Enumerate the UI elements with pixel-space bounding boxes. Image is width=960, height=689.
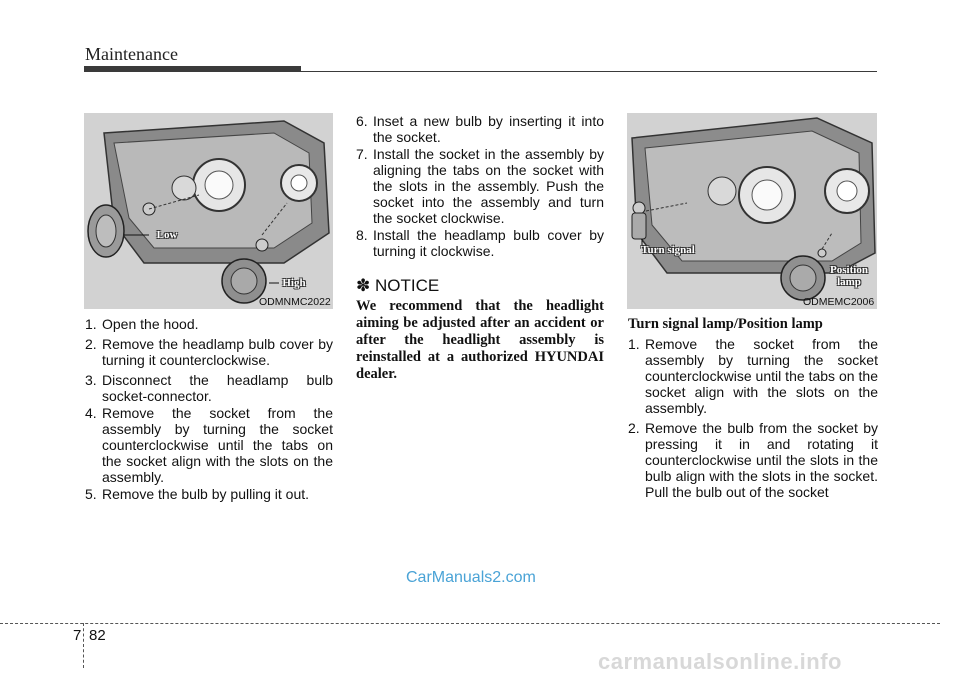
footer-divider [0, 623, 940, 624]
list-item [85, 405, 333, 485]
step-text: Disconnect the headlamp bulb socket-connector. [102, 372, 333, 404]
step-text: Remove the bulb by pulling it out. [102, 486, 310, 502]
notice-asterisk-icon: ✽ [356, 276, 371, 295]
label-position-lamp: Position lamp [830, 264, 868, 288]
figure-code: ODMNMC2022 [259, 296, 331, 308]
list-item [356, 227, 604, 259]
turn-signal-heading: Turn signal lamp/Position lamp [628, 316, 823, 332]
headlamp-bulb-figure [84, 113, 333, 309]
step-number: 4. [85, 405, 97, 421]
page-number: 82 [89, 627, 106, 644]
notice-body: We recommend that the headlight aiming be adjusted after an accident or after the headlight assembly is reinstalled at a authorized HYUNDAI dealer. [356, 298, 604, 382]
step-text: Remove the headlamp bulb cover by turning it counterclockwise. [102, 336, 333, 368]
step-number: 3. [85, 372, 97, 388]
step-text: Open the hood. [102, 316, 199, 332]
list-item [628, 420, 878, 500]
label-turn-signal: Turn signal [641, 244, 695, 256]
watermark-link[interactable]: CarManuals2.com [406, 569, 536, 586]
header-rule [84, 71, 877, 72]
list-item [85, 316, 333, 332]
label-high: High [282, 277, 306, 289]
step-number: 7. [356, 146, 368, 162]
step-text: Remove the socket from the assembly by turning the socket counterclockwise until the tabs on the socket align with the slots on the assembly. [645, 336, 878, 416]
step-number: 1. [628, 336, 640, 352]
notice-heading [356, 276, 439, 296]
step-number: 1. [85, 316, 97, 332]
figure-code: ODMEMC2006 [803, 296, 875, 308]
step-text: Install the headlamp bulb cover by turning it clockwise. [373, 227, 604, 259]
step-number: 8. [356, 227, 368, 243]
step-text: Inset a new bulb by inserting it into the socket. [373, 113, 604, 145]
list-item [356, 146, 604, 226]
step-text: Install the socket in the assembly by aligning the tabs on the socket with the slots in the assembly. Push the socket into the assembly and turn the socket clockwise. [373, 146, 604, 226]
step-number: 2. [628, 420, 640, 436]
list-item [85, 372, 333, 404]
watermark-site: carmanualsonline.info [598, 649, 842, 674]
step-text: Remove the socket from the assembly by turning the socket counterclockwise until the tabs on the socket align with the slots on the assembly. [102, 405, 333, 485]
label-low: Low [156, 229, 178, 241]
footer-vertical-divider [83, 623, 84, 668]
list-item [85, 486, 333, 502]
chapter-number: 7 [73, 627, 82, 644]
step-number: 6. [356, 113, 368, 129]
right-step-list [628, 336, 878, 504]
notice-title: NOTICE [374, 276, 440, 295]
list-item [85, 336, 333, 368]
section-title: Maintenance [85, 44, 178, 64]
middle-step-list [356, 113, 604, 260]
list-item [356, 113, 604, 145]
step-number: 5. [85, 486, 97, 502]
left-step-list [85, 316, 333, 506]
list-item [628, 336, 878, 416]
turn-signal-figure [627, 113, 877, 309]
step-number: 2. [85, 336, 97, 352]
step-text: Remove the bulb from the socket by pressing it in and rotating it counterclockwise until the slots in the bulb align with the slots in the socket. Pull the bulb out of the socket [645, 420, 878, 500]
